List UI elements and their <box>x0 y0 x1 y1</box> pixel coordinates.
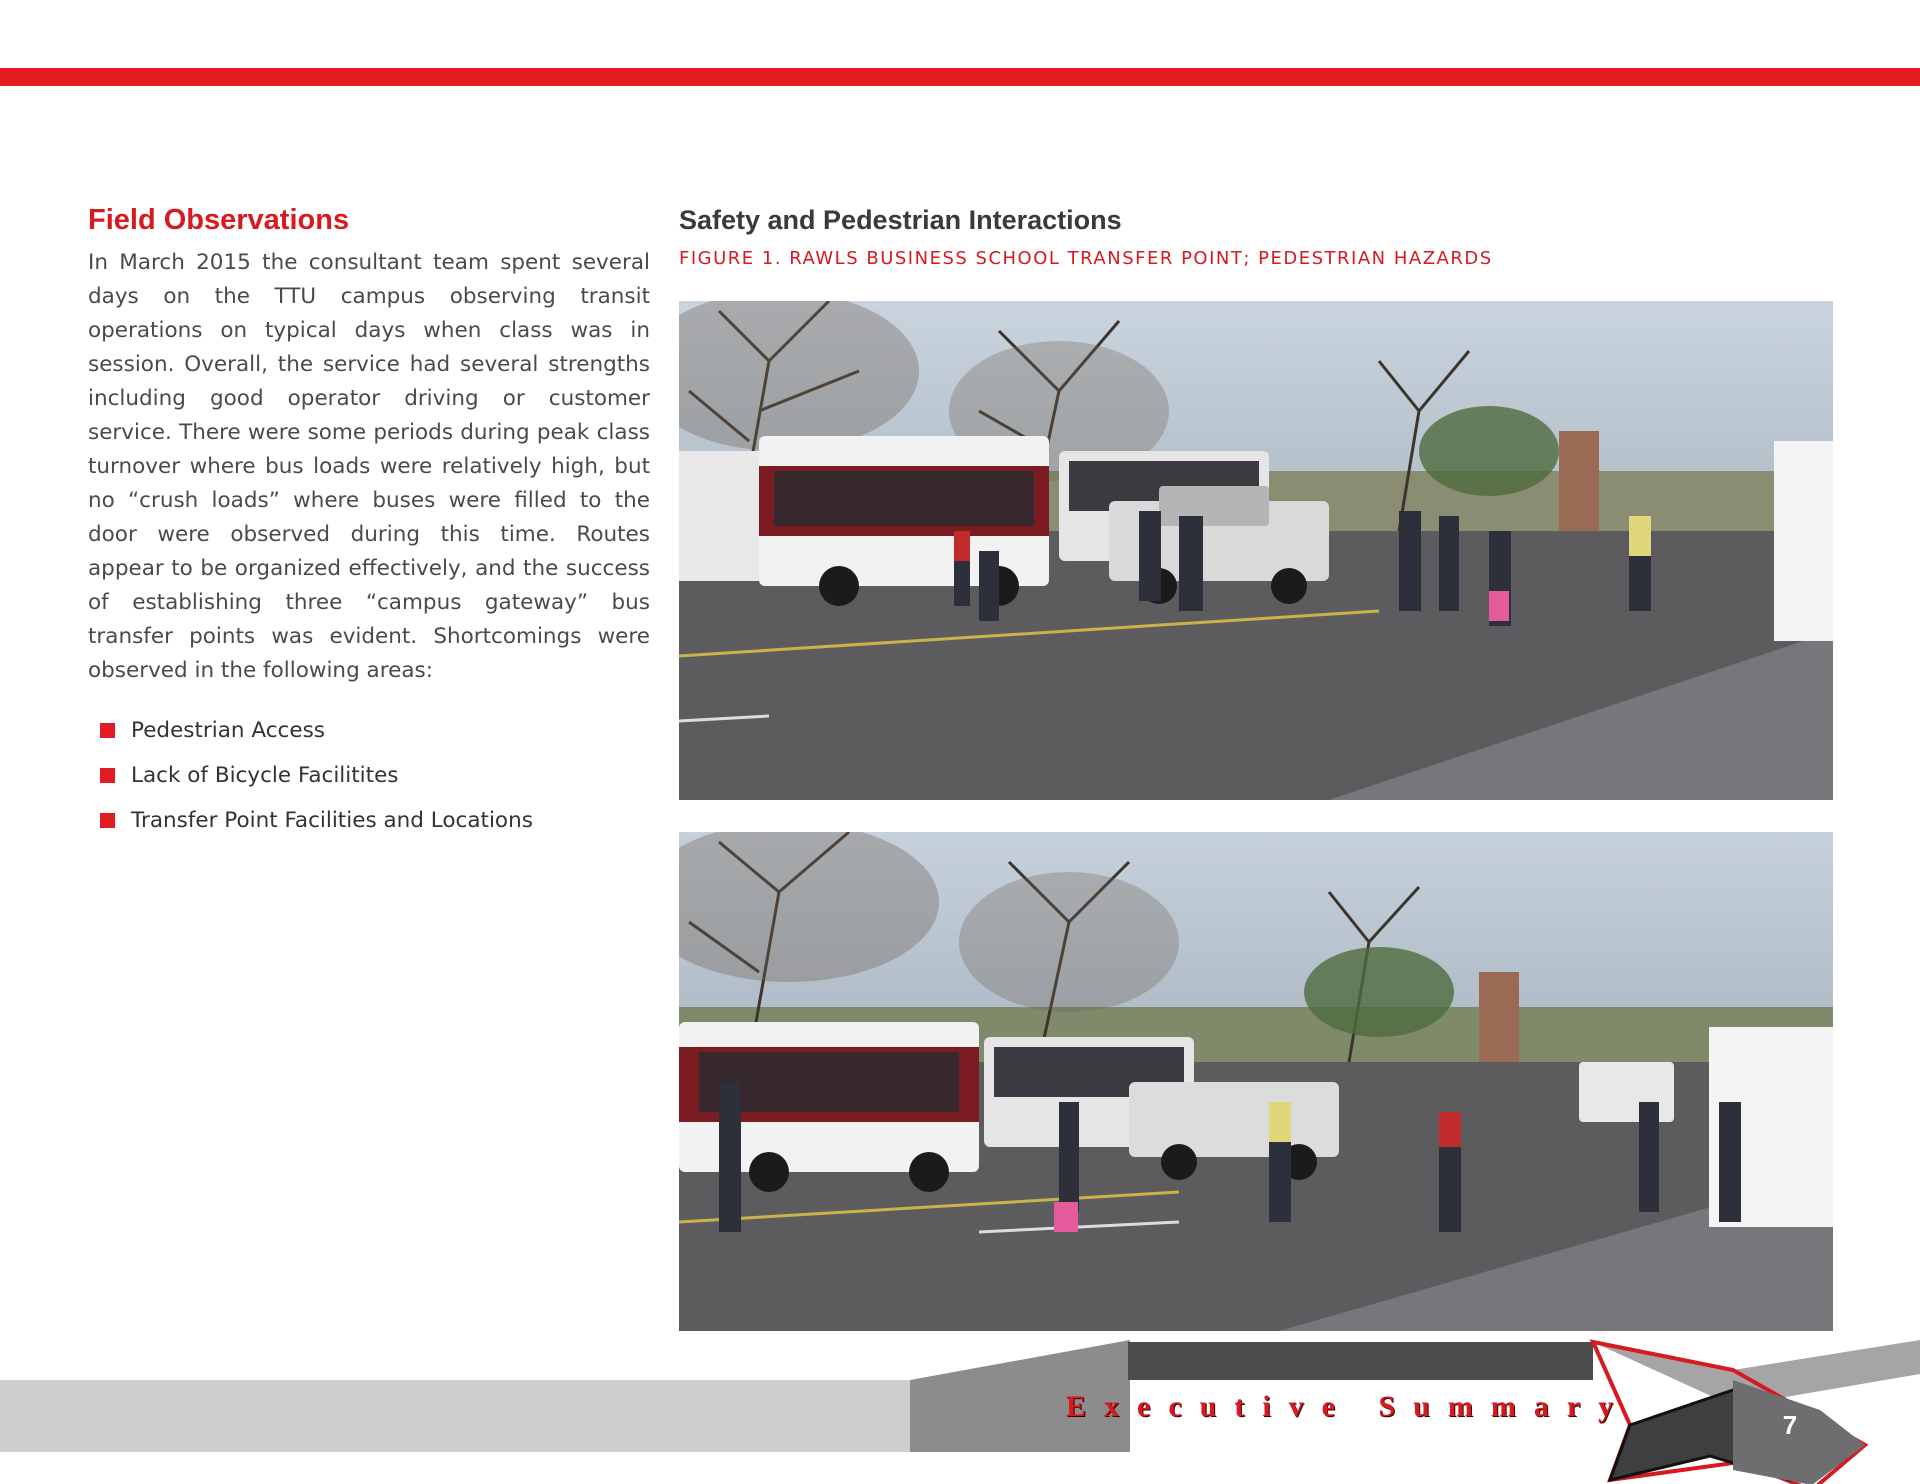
page-number: 7 <box>1782 1410 1798 1440</box>
list-item <box>88 753 650 798</box>
square-bullet-icon <box>100 768 115 783</box>
footer-band <box>0 1330 1920 1484</box>
shortcomings-list <box>88 708 650 843</box>
body-paragraph: In March 2015 the consultant team spent several days on the TTU campus observing transit operations on typical days when class was in session. Overall, the service had several strengths including good operator driving or customer service. There were some periods during peak class turnover where bus loads were relatively high, but no “crush loads” where buses were filled to the door were observed during this time. Routes appear to be organized effectively, and the success of establishing three “campus gateway” bus transfer points was evident. Shortcomings were observed in the following areas: <box>88 250 650 683</box>
transfer-point-photo-2 <box>679 832 1833 1331</box>
section-title: Field Observations <box>88 204 350 236</box>
left-column <box>88 198 650 843</box>
square-bullet-icon <box>100 813 115 828</box>
square-bullet-icon <box>100 723 115 738</box>
figure-caption: FIGURE 1. RAWLS BUSINESS SCHOOL TRANSFER POINT; PEDESTRIAN HAZARDS <box>679 248 1493 269</box>
right-column <box>679 198 1833 269</box>
top-red-rule <box>0 68 1920 86</box>
list-item <box>88 798 650 843</box>
section-label: Executive Summary <box>1066 1390 1632 1423</box>
subsection-title: Safety and Pedestrian Interactions <box>679 205 1122 235</box>
list-item-text: Pedestrian Access <box>131 718 325 743</box>
list-item-text: Transfer Point Facilities and Locations <box>131 808 533 833</box>
list-item <box>88 708 650 753</box>
transfer-point-photo-1 <box>679 301 1833 800</box>
list-item-text: Lack of Bicycle Facilitites <box>131 763 399 788</box>
